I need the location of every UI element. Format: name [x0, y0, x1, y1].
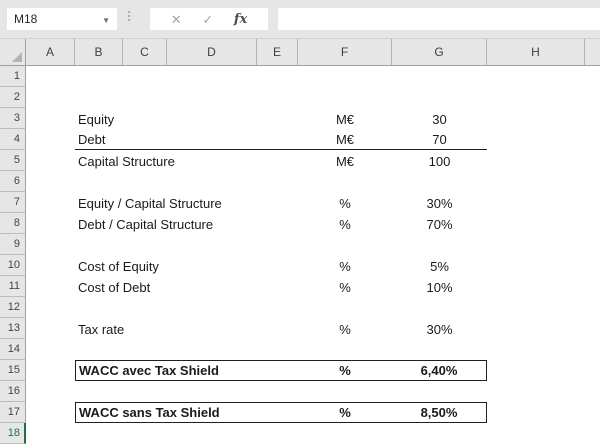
row-header-7[interactable]: 7	[0, 192, 26, 213]
cell-F1[interactable]	[298, 66, 392, 87]
row-header-9[interactable]: 9	[0, 234, 26, 255]
cell-A6[interactable]	[26, 171, 75, 192]
cell-H17[interactable]	[487, 402, 585, 423]
row-header-17[interactable]: 17	[0, 402, 26, 423]
cell-H15[interactable]	[487, 360, 585, 381]
cell-F18[interactable]	[298, 423, 392, 444]
cell-G4[interactable]: 70	[392, 129, 487, 150]
cell-E12[interactable]	[257, 297, 298, 318]
cell-D12[interactable]	[167, 297, 257, 318]
sheet-row-18	[0, 423, 600, 444]
cell-H8[interactable]	[487, 213, 585, 234]
cell-H2[interactable]	[487, 87, 585, 108]
cell-partial-11[interactable]	[585, 276, 600, 297]
cell-F15[interactable]: %	[298, 360, 392, 381]
cell-A11[interactable]	[26, 276, 75, 297]
cell-E4[interactable]	[257, 129, 298, 150]
cell-A12[interactable]	[26, 297, 75, 318]
column-header-C[interactable]: C	[123, 39, 167, 65]
cell-D6[interactable]	[167, 171, 257, 192]
row-header-4[interactable]: 4	[0, 129, 26, 150]
enter-icon[interactable]: ✓	[202, 11, 214, 27]
sheet-row-17	[0, 402, 600, 423]
cell-G8[interactable]: 70%	[426, 217, 453, 232]
sheet-row-10	[0, 255, 600, 276]
row-header-6[interactable]: 6	[0, 171, 26, 192]
row-header-14[interactable]: 14	[0, 339, 26, 360]
row-header-10[interactable]: 10	[0, 255, 26, 276]
cell-G3[interactable]: 30	[432, 112, 447, 127]
sheet-row-5	[0, 150, 600, 171]
cell-C17[interactable]	[123, 402, 167, 423]
cell-C3[interactable]	[123, 108, 167, 129]
column-header-F[interactable]: F	[298, 39, 392, 65]
cell-G15[interactable]: 6,40%	[392, 360, 487, 381]
column-header-partial[interactable]	[585, 39, 600, 65]
formula-bar-input[interactable]	[278, 8, 600, 30]
sheet-row-6	[0, 171, 600, 192]
cell-C5[interactable]	[123, 150, 167, 171]
name-box-dropdown-icon[interactable]: ▼	[102, 16, 110, 25]
cell-B2[interactable]	[75, 87, 123, 108]
cell-G1[interactable]	[392, 66, 487, 87]
cell-G14[interactable]	[392, 339, 487, 360]
cell-H11[interactable]	[487, 276, 585, 297]
cell-C9[interactable]	[123, 234, 167, 255]
cell-partial-7[interactable]	[585, 192, 600, 213]
cell-G6[interactable]	[392, 171, 487, 192]
cell-E6[interactable]	[257, 171, 298, 192]
cell-B18[interactable]	[75, 423, 123, 444]
cell-B14[interactable]	[75, 339, 123, 360]
cell-B9[interactable]	[75, 234, 123, 255]
cell-E9[interactable]	[257, 234, 298, 255]
cell-E7[interactable]	[257, 192, 298, 213]
cell-E18[interactable]	[257, 423, 298, 444]
drag-handle-separator	[128, 11, 130, 21]
cell-H9[interactable]	[487, 234, 585, 255]
cell-F16[interactable]	[298, 381, 392, 402]
row-header-11[interactable]: 11	[0, 276, 26, 297]
cell-D2[interactable]	[167, 87, 257, 108]
cell-B16[interactable]	[75, 381, 123, 402]
cell-A7[interactable]	[26, 192, 75, 213]
cell-B10[interactable]: Cost of Equity	[78, 259, 159, 274]
cell-C4[interactable]	[123, 129, 167, 150]
cell-C11[interactable]	[123, 276, 167, 297]
name-box[interactable]	[7, 8, 117, 30]
cell-partial-17[interactable]	[585, 402, 600, 423]
cell-A14[interactable]	[26, 339, 75, 360]
cell-A4[interactable]	[26, 129, 75, 150]
cell-E11[interactable]	[257, 276, 298, 297]
cell-D14[interactable]	[167, 339, 257, 360]
cell-A15[interactable]	[26, 360, 75, 381]
cell-A16[interactable]	[26, 381, 75, 402]
cell-B6[interactable]	[75, 171, 123, 192]
cell-E1[interactable]	[257, 66, 298, 87]
cell-D11[interactable]	[167, 276, 257, 297]
sheet-row-1	[0, 66, 600, 87]
select-all-triangle-icon	[12, 52, 22, 62]
cell-partial-18[interactable]	[585, 423, 600, 444]
cell-E8[interactable]	[257, 213, 298, 234]
select-all-corner[interactable]	[0, 39, 26, 65]
cell-partial-14[interactable]	[585, 339, 600, 360]
cell-A1[interactable]	[26, 66, 75, 87]
sheet-row-9	[0, 234, 600, 255]
cell-partial-3[interactable]	[585, 108, 600, 129]
cell-H13[interactable]	[487, 318, 585, 339]
cell-G18[interactable]	[392, 423, 487, 444]
column-header-H[interactable]: H	[487, 39, 585, 65]
sheet-row-16	[0, 381, 600, 402]
cell-C8[interactable]	[123, 213, 167, 234]
formula-bar-strip	[0, 0, 600, 38]
cell-D9[interactable]	[167, 234, 257, 255]
cell-C16[interactable]	[123, 381, 167, 402]
grid	[0, 66, 600, 444]
cell-D4[interactable]	[167, 129, 257, 150]
cell-A9[interactable]	[26, 234, 75, 255]
cell-partial-10[interactable]	[585, 255, 600, 276]
column-headers	[0, 38, 600, 66]
cell-B3[interactable]: Equity	[78, 112, 115, 127]
cell-F7[interactable]: %	[339, 196, 351, 211]
cell-F17[interactable]: %	[298, 402, 392, 423]
sheet-row-15	[0, 360, 600, 381]
cell-H5[interactable]	[487, 150, 585, 171]
cell-B13[interactable]: Tax rate	[78, 322, 125, 337]
cell-partial-5[interactable]	[585, 150, 600, 171]
cell-D13[interactable]	[167, 318, 257, 339]
cell-A5[interactable]	[26, 150, 75, 171]
cell-F3[interactable]: M€	[335, 112, 355, 127]
cell-E14[interactable]	[257, 339, 298, 360]
cell-G5[interactable]: 100	[428, 154, 451, 169]
cell-D8[interactable]	[167, 213, 257, 234]
cell-A2[interactable]	[26, 87, 75, 108]
cell-F2[interactable]	[298, 87, 392, 108]
cell-F10[interactable]: %	[339, 259, 351, 274]
cell-C12[interactable]	[123, 297, 167, 318]
formula-action-buttons	[150, 8, 268, 30]
cell-partial-16[interactable]	[585, 381, 600, 402]
cell-B1[interactable]	[75, 66, 123, 87]
cell-F4[interactable]: M€	[298, 129, 392, 150]
cell-D16[interactable]	[167, 381, 257, 402]
sheet-row-8	[0, 213, 600, 234]
row-header-18[interactable]: 18	[0, 423, 26, 444]
column-header-D[interactable]: D	[167, 39, 257, 65]
cell-A18[interactable]	[26, 423, 75, 444]
cell-F6[interactable]	[298, 171, 392, 192]
row-header-8[interactable]: 8	[0, 213, 26, 234]
cell-D7[interactable]	[167, 192, 257, 213]
cell-G7[interactable]: 30%	[426, 196, 453, 211]
cell-H3[interactable]	[487, 108, 585, 129]
sheet-row-11	[0, 276, 600, 297]
sheet-row-4	[0, 129, 600, 150]
cell-B17[interactable]: WACC sans Tax Shield	[75, 402, 123, 423]
cell-E15[interactable]	[257, 360, 298, 381]
cell-E5[interactable]	[257, 150, 298, 171]
cell-D18[interactable]	[167, 423, 257, 444]
cell-E2[interactable]	[257, 87, 298, 108]
cell-D15[interactable]	[167, 360, 257, 381]
insert-function-icon[interactable]: fx	[233, 11, 248, 27]
sheet-row-14	[0, 339, 600, 360]
cell-C10[interactable]	[123, 255, 167, 276]
cell-F12[interactable]	[298, 297, 392, 318]
cell-G11[interactable]: 10%	[426, 280, 453, 295]
sheet-row-13	[0, 318, 600, 339]
cell-H10[interactable]	[487, 255, 585, 276]
cell-G10[interactable]: 5%	[430, 259, 449, 274]
column-header-A[interactable]: A	[26, 39, 75, 65]
column-header-E[interactable]: E	[257, 39, 298, 65]
cell-E16[interactable]	[257, 381, 298, 402]
cell-partial-9[interactable]	[585, 234, 600, 255]
cell-H4[interactable]	[487, 129, 585, 150]
cell-partial-2[interactable]	[585, 87, 600, 108]
cell-E10[interactable]	[257, 255, 298, 276]
cell-D1[interactable]	[167, 66, 257, 87]
cell-B7[interactable]: Equity / Capital Structure	[78, 196, 222, 211]
cell-C6[interactable]	[123, 171, 167, 192]
sheet-row-3	[0, 108, 600, 129]
cell-H14[interactable]	[487, 339, 585, 360]
cell-partial-4[interactable]	[585, 129, 600, 150]
column-header-B[interactable]: B	[75, 39, 123, 65]
row-header-12[interactable]: 12	[0, 297, 26, 318]
cell-E17[interactable]	[257, 402, 298, 423]
cell-C15[interactable]	[123, 360, 167, 381]
cell-C18[interactable]	[123, 423, 167, 444]
cell-A13[interactable]	[26, 318, 75, 339]
cell-B12[interactable]	[75, 297, 123, 318]
row-header-3[interactable]: 3	[0, 108, 26, 129]
cell-H7[interactable]	[487, 192, 585, 213]
cell-G2[interactable]	[392, 87, 487, 108]
row-header-1[interactable]: 1	[0, 66, 26, 87]
cell-G13[interactable]: 30%	[426, 322, 453, 337]
cell-F13[interactable]: %	[339, 322, 351, 337]
cell-C1[interactable]	[123, 66, 167, 87]
cell-C14[interactable]	[123, 339, 167, 360]
row-header-5[interactable]: 5	[0, 150, 26, 171]
cancel-icon[interactable]: ✕	[170, 11, 182, 27]
sheet-row-2	[0, 87, 600, 108]
cell-B5[interactable]: Capital Structure	[78, 154, 175, 169]
cell-partial-15[interactable]	[585, 360, 600, 381]
cell-D5[interactable]	[167, 150, 257, 171]
name-box-value: M18	[14, 12, 38, 26]
cell-partial-8[interactable]	[585, 213, 600, 234]
cell-F9[interactable]	[298, 234, 392, 255]
cell-partial-12[interactable]	[585, 297, 600, 318]
cell-A3[interactable]	[26, 108, 75, 129]
column-header-G[interactable]: G	[392, 39, 487, 65]
cell-A10[interactable]	[26, 255, 75, 276]
row-header-16[interactable]: 16	[0, 381, 26, 402]
cell-C2[interactable]	[123, 87, 167, 108]
row-header-2[interactable]: 2	[0, 87, 26, 108]
cell-G17[interactable]: 8,50%	[392, 402, 487, 423]
cell-F14[interactable]	[298, 339, 392, 360]
cell-C7[interactable]	[123, 192, 167, 213]
cell-H12[interactable]	[487, 297, 585, 318]
cell-partial-13[interactable]	[585, 318, 600, 339]
cell-G9[interactable]	[392, 234, 487, 255]
cell-F11[interactable]: %	[339, 280, 351, 295]
sheet-row-7	[0, 192, 600, 213]
cell-D17[interactable]	[167, 402, 257, 423]
cell-E3[interactable]	[257, 108, 298, 129]
cell-G16[interactable]	[392, 381, 487, 402]
cell-D10[interactable]	[167, 255, 257, 276]
row-header-13[interactable]: 13	[0, 318, 26, 339]
cell-A17[interactable]	[26, 402, 75, 423]
cell-partial-1[interactable]	[585, 66, 600, 87]
cell-A8[interactable]	[26, 213, 75, 234]
cell-H1[interactable]	[487, 66, 585, 87]
cell-F5[interactable]: M€	[335, 154, 355, 169]
cell-H6[interactable]	[487, 171, 585, 192]
cell-F8[interactable]: %	[339, 217, 351, 232]
cell-partial-6[interactable]	[585, 171, 600, 192]
cell-E13[interactable]	[257, 318, 298, 339]
cell-D3[interactable]	[167, 108, 257, 129]
cell-G12[interactable]	[392, 297, 487, 318]
cell-H16[interactable]	[487, 381, 585, 402]
cell-B8[interactable]: Debt / Capital Structure	[78, 217, 214, 232]
cell-B4[interactable]: Debt	[75, 129, 123, 150]
row-header-15[interactable]: 15	[0, 360, 26, 381]
sheet-row-12	[0, 297, 600, 318]
cell-C13[interactable]	[123, 318, 167, 339]
cell-B11[interactable]: Cost of Debt	[78, 280, 151, 295]
cell-H18[interactable]	[487, 423, 585, 444]
cell-B15[interactable]: WACC avec Tax Shield	[75, 360, 123, 381]
